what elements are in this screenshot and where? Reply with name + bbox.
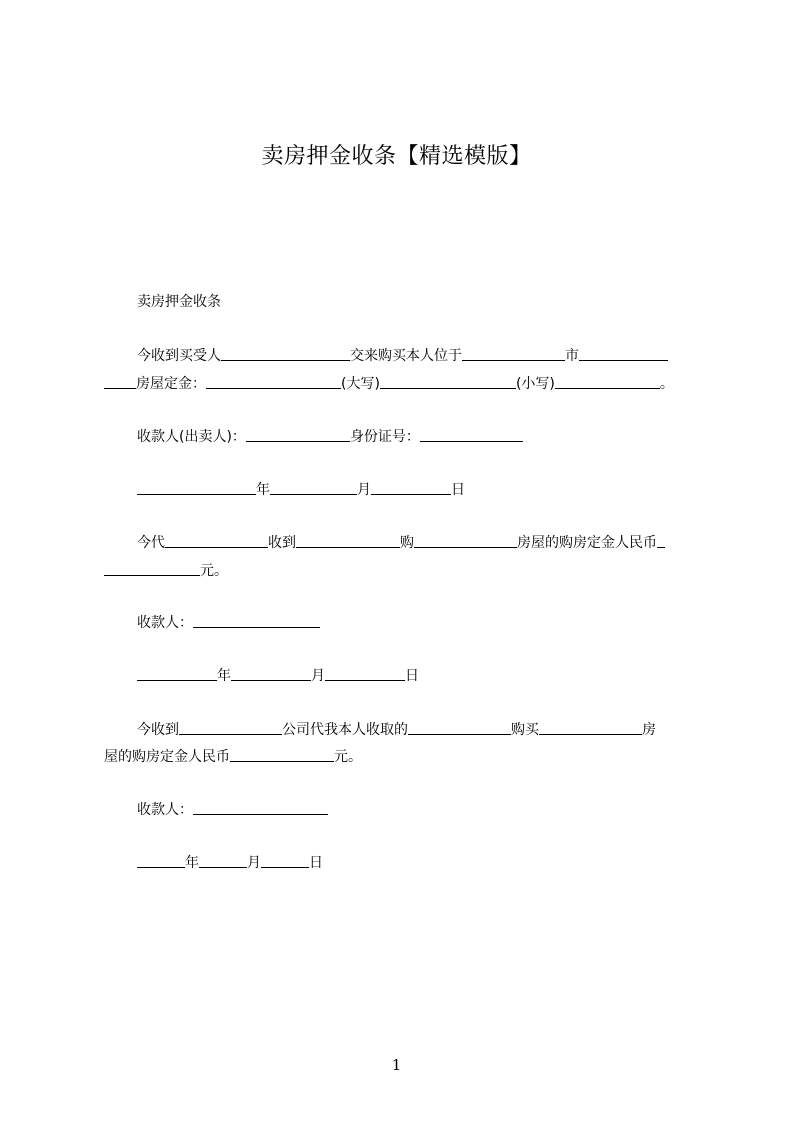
date1-line — [137, 479, 465, 500]
text: 房屋的购房定金人民币 — [517, 535, 657, 551]
section2-line2 — [104, 560, 228, 581]
amount-lowercase-blank — [380, 373, 516, 389]
amount-uppercase-blank — [206, 373, 341, 389]
text: 年 — [217, 668, 231, 684]
date2-line — [137, 665, 419, 686]
text: 屋的购房定金人民币 — [104, 749, 230, 765]
agent-blank — [165, 532, 268, 548]
year-blank — [137, 665, 217, 681]
text: 日 — [451, 482, 465, 498]
text: 房 — [642, 722, 656, 738]
payee-blank — [193, 612, 320, 628]
day-blank — [325, 665, 405, 681]
month-blank — [199, 852, 247, 868]
address-continuation-blank — [104, 373, 136, 389]
amount-blank — [230, 746, 334, 762]
text: 月 — [247, 855, 261, 871]
payer-blank — [408, 719, 511, 735]
text: 交来购买本人位于 — [350, 348, 462, 364]
text: 月 — [311, 668, 325, 684]
text: 今收到 — [137, 722, 179, 738]
text: 购买 — [511, 722, 539, 738]
text: 日 — [405, 668, 419, 684]
year-blank — [137, 852, 185, 868]
text: 收款人： — [137, 615, 193, 631]
text: 房屋定金： — [136, 376, 206, 392]
amount-digits-blank — [555, 373, 660, 389]
month-blank — [231, 665, 311, 681]
city-detail-blank — [579, 345, 668, 361]
text: 年 — [256, 482, 270, 498]
section1-line2 — [104, 373, 674, 394]
payee-blank — [193, 799, 328, 815]
text: 公司代我本人收取的 — [282, 722, 408, 738]
document-title: 卖房押金收条【精选模版】 — [261, 144, 532, 169]
day-blank — [371, 479, 451, 495]
payee2-line — [137, 612, 320, 633]
buyer-name-blank — [221, 345, 350, 361]
month-blank — [270, 479, 357, 495]
text: 元。 — [334, 749, 362, 765]
subtitle: 卖房押金收条 — [137, 294, 221, 310]
section1-line1 — [137, 345, 668, 366]
text: 收款人： — [137, 802, 193, 818]
text: 市 — [565, 348, 579, 364]
amount-start-blank — [657, 532, 665, 548]
text: 购 — [400, 535, 414, 551]
section3-line1 — [137, 719, 656, 740]
day-blank — [261, 852, 309, 868]
id-number-blank — [420, 426, 523, 442]
payee1-line — [137, 426, 523, 447]
amount-blank — [104, 560, 200, 576]
company-blank — [179, 719, 282, 735]
text: 今收到买受人 — [137, 348, 221, 364]
text: 日 — [309, 855, 323, 871]
payer-blank — [296, 532, 400, 548]
payee-name-blank — [246, 426, 350, 442]
text: 年 — [185, 855, 199, 871]
text: 身份证号： — [349, 429, 420, 445]
payee3-line — [137, 799, 328, 820]
date3-line — [137, 852, 323, 873]
year-blank — [137, 479, 256, 495]
text: 收到 — [268, 535, 296, 551]
text: 收款人(出卖人)： — [137, 429, 246, 445]
page-number: 1 — [391, 1056, 402, 1074]
text: (大写) — [341, 376, 380, 392]
section3-line2 — [104, 746, 362, 767]
property-blank — [414, 532, 517, 548]
property-blank — [539, 719, 642, 735]
text: 元。 — [200, 563, 228, 579]
text: 。 — [659, 376, 674, 392]
text: (小写) — [515, 376, 555, 392]
location-blank — [462, 345, 565, 361]
section2-line1 — [137, 532, 665, 553]
text: 今代 — [137, 535, 165, 551]
text: 月 — [357, 482, 371, 498]
